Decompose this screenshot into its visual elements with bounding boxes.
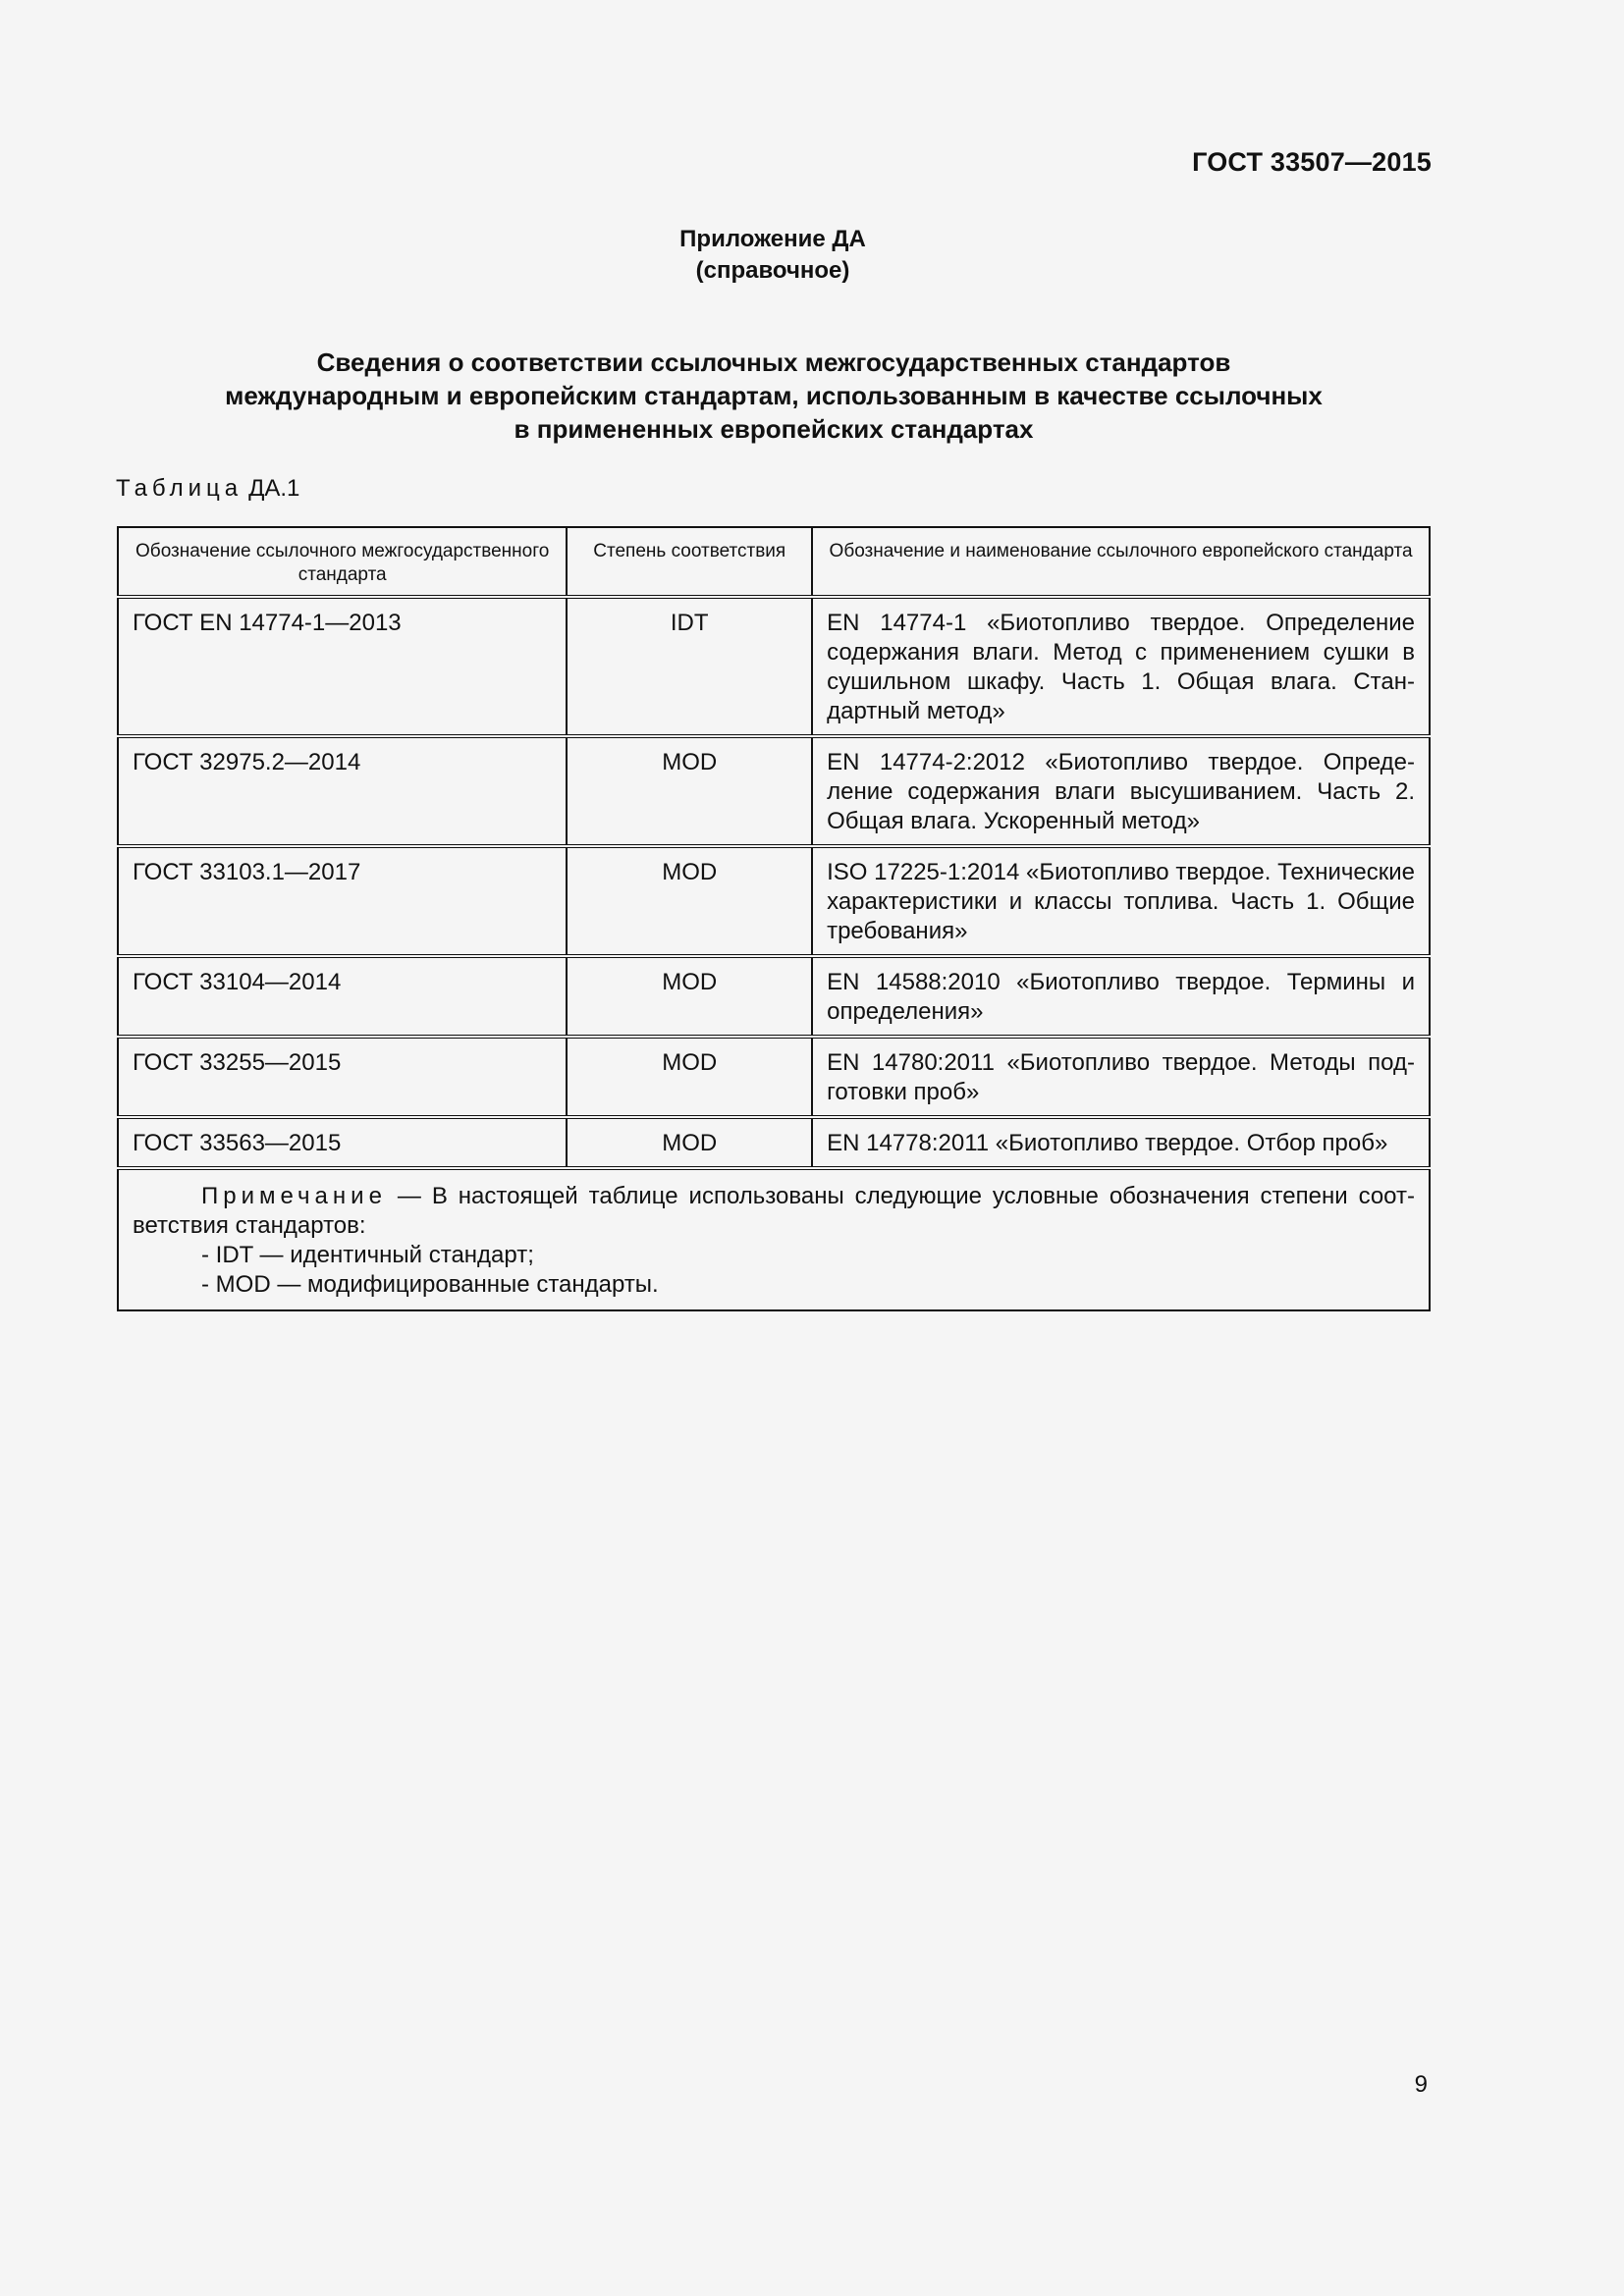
appendix-title: Приложение ДА <box>679 226 866 252</box>
note-item: - MOD — модифицированные стандарты. <box>201 1271 659 1298</box>
cell-european: EN 14774-1 «Биотопливо твердое. Определение содержания влаги. Метод с применением сушки в сушильном шкафу. Часть 1. Общая влага. Стандартный метод» <box>812 597 1430 736</box>
header-degree: Степень соответствия <box>567 527 812 597</box>
cell-interstate: ГОСТ 32975.2—2014 <box>118 736 567 846</box>
cell-degree: MOD <box>567 1037 812 1117</box>
cell-degree: MOD <box>567 736 812 846</box>
table-row <box>118 1037 1430 1117</box>
cell-degree: MOD <box>567 956 812 1037</box>
correspondence-table <box>117 526 1431 1311</box>
table-caption <box>116 475 299 503</box>
table-note-row <box>118 1168 1430 1310</box>
note-body: — В настоящей таблице использованы следующие условные обозначения степени соответствия стандартов: <box>133 1183 1415 1239</box>
table-row <box>118 1117 1430 1168</box>
note-label: Примечание <box>201 1183 387 1209</box>
table-row <box>118 956 1430 1037</box>
cell-interstate: ГОСТ 33104—2014 <box>118 956 567 1037</box>
table-note <box>118 1168 1430 1310</box>
table-row <box>118 846 1430 956</box>
table-caption-label: Таблица <box>116 475 244 502</box>
table-row <box>118 597 1430 736</box>
cell-european: EN 14778:2011 «Биотопливо твердое. Отбор проб» <box>812 1117 1430 1168</box>
cell-degree: IDT <box>567 597 812 736</box>
section-title-line: Сведения о соответствии ссылочных межгосударственных стандартов <box>316 347 1231 377</box>
document-code: ГОСТ 33507—2015 <box>1192 147 1432 177</box>
note-text <box>133 1182 1415 1241</box>
cell-european: EN 14588:2010 «Биотопливо твердое. Термины и определения» <box>812 956 1430 1037</box>
cell-interstate: ГОСТ 33103.1—2017 <box>118 846 567 956</box>
cell-degree: MOD <box>567 846 812 956</box>
section-title <box>116 346 1432 446</box>
appendix-subtitle: (справочное) <box>695 257 850 284</box>
note-item: - IDT — идентичный стандарт; <box>201 1242 534 1268</box>
section-title-line: международным и европейским стандартам, использованным в качестве ссылочных <box>225 381 1323 410</box>
cell-european: EN 14774-2:2012 «Биотопливо твердое. Определение содержания влаги высушиванием. Часть 2. Общая влага. Ускоренный метод» <box>812 736 1430 846</box>
table-header-row <box>118 527 1430 597</box>
cell-degree: MOD <box>567 1117 812 1168</box>
cell-european: EN 14780:2011 «Биотопливо твердое. Методы подготовки проб» <box>812 1037 1430 1117</box>
header-european-standard: Обозначение и наименование ссылочного европейского стандарта <box>812 527 1430 597</box>
cell-interstate: ГОСТ 33255—2015 <box>118 1037 567 1117</box>
cell-interstate: ГОСТ 33563—2015 <box>118 1117 567 1168</box>
page-number: 9 <box>1414 2071 1428 2098</box>
header-interstate-standard: Обозначение ссылочного межгосударственного стандарта <box>118 527 567 597</box>
cell-european: ISO 17225-1:2014 «Биотопливо твердое. Технические характеристики и классы топлива. Часть 1. Общие требования» <box>812 846 1430 956</box>
section-title-line: в примененных европейских стандартах <box>514 414 1034 444</box>
table-row <box>118 736 1430 846</box>
table-caption-number: ДА.1 <box>248 475 300 502</box>
cell-interstate: ГОСТ EN 14774-1—2013 <box>118 597 567 736</box>
